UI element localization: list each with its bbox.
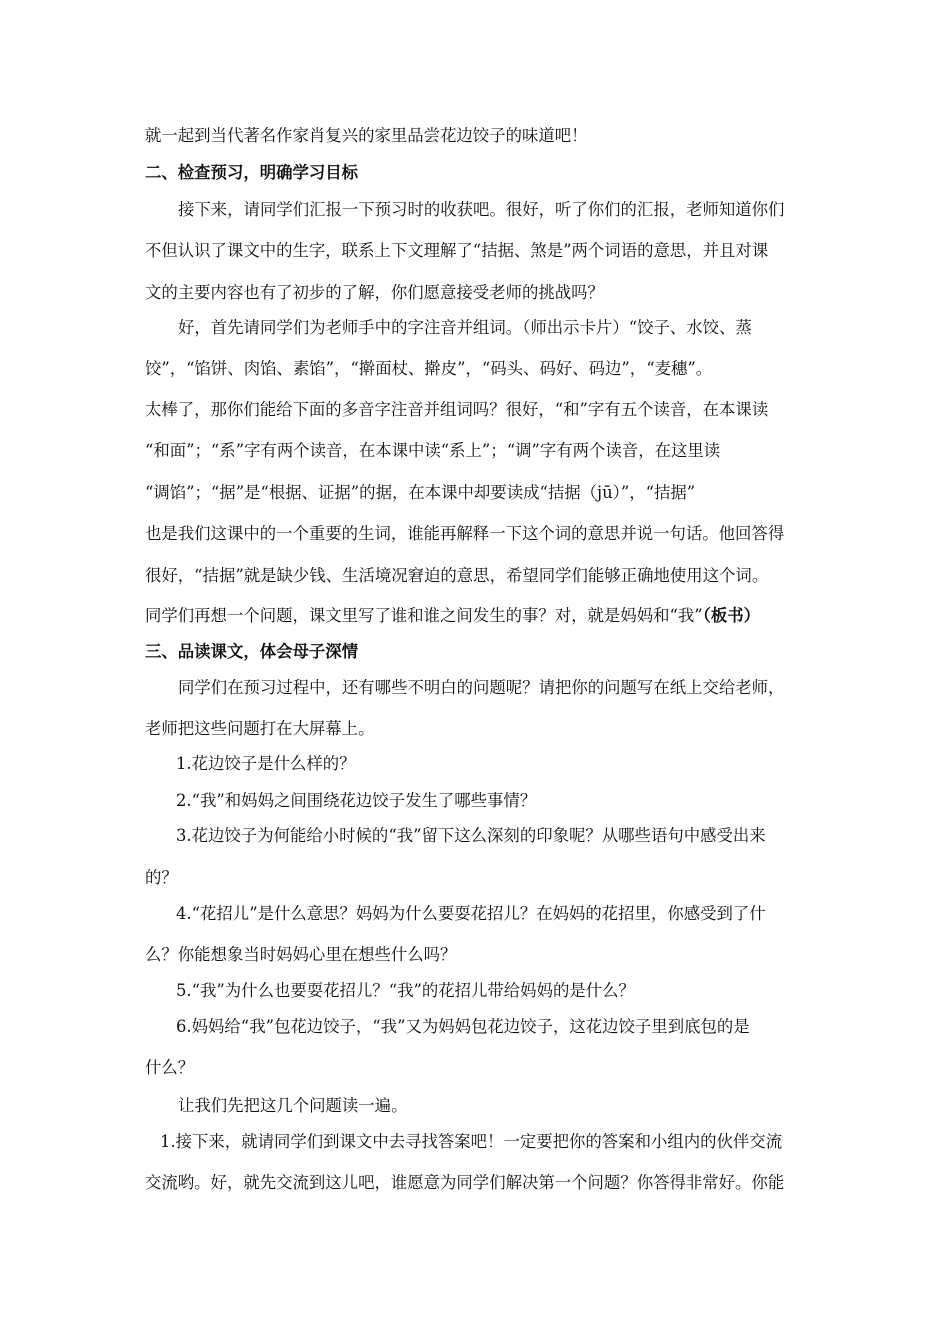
list-item: 5.“我”为什么也要耍花招儿？“我”的花招儿带给妈妈的是什么？ — [176, 981, 635, 1000]
paragraph-line: 太棒了，那你们能给下面的多音字注音并组词吗？很好，“和”字有五个读音，在本课读 — [145, 400, 769, 419]
paragraph-line: 就一起到当代著名作家肖复兴的家里品尝花边饺子的味道吧！ — [145, 126, 588, 145]
list-item-continuation: 什么？ — [145, 1058, 195, 1077]
paragraph-line: “调馅”；“据”是“根据、证据”的据，在本课中却要读成“拮据（jū）”，“拮据” — [145, 483, 696, 502]
paragraph-line — [145, 606, 760, 626]
paragraph-line: 交流哟。好，就先交流到这儿吧，谁愿意为同学们解决第一个问题？你答得非常好。你能 — [145, 1173, 785, 1192]
paragraph-line: 不但认识了课文中的生字，联系上下文理解了“拮据、煞是”两个词语的意思，并且对课 — [145, 241, 769, 260]
section-heading: 三、品读课文，体会母子深情 — [145, 642, 359, 661]
paragraph-line: 也是我们这课中的一个重要的生词，谁能再解释一下这个词的意思并说一句话。他回答得 — [145, 524, 785, 543]
list-item: 3.花边饺子为何能给小时候的“我”留下这么深刻的印象呢？从哪些语句中感受出来 — [176, 826, 766, 845]
list-item: 4.“花招儿”是什么意思？妈妈为什么要耍花招儿？在妈妈的花招里，你感受到了什 — [176, 904, 766, 923]
paragraph-line: 文的主要内容也有了初步的了解，你们愿意接受老师的挑战吗？ — [145, 283, 604, 302]
paragraph-line: 老师把这些问题打在大屏幕上。 — [145, 719, 375, 738]
paragraph-line: 很好，“拮据”就是缺少钱、生活境况窘迫的意思，希望同学们能够正确地使用这个词。 — [145, 566, 769, 585]
section-heading: 二、检查预习，明确学习目标 — [145, 163, 359, 182]
paragraph-line: 让我们先把这几个问题读一遍。 — [178, 1096, 408, 1115]
paragraph-line: 同学们在预习过程中，还有哪些不明白的问题呢？请把你的问题写在纸上交给老师， — [178, 678, 785, 697]
paragraph-line: 好，首先请同学们为老师手中的字注音并组词。（师出示卡片）“饺子、水饺、蒸 — [178, 318, 752, 337]
list-item: 6.妈妈给“我”包花边饺子，“我”又为妈妈包花边饺子，这花边饺子里到底包的是 — [176, 1017, 750, 1036]
list-item: 2.“我”和妈妈之间围绕花边饺子发生了哪些事情？ — [176, 791, 537, 810]
paragraph-line: “和面”；“系”字有两个读音，在本课中读“系上”；“调”字有两个读音，在这里读 — [145, 441, 721, 460]
list-item: 1.花边饺子是什么样的？ — [176, 754, 356, 773]
paragraph-text: 同学们再想一个问题，课文里写了谁和谁之间发生的事？对，就是妈妈和“我” — [145, 606, 703, 625]
list-item-continuation: 么？你能想象当时妈妈心里在想些什么吗？ — [145, 945, 457, 964]
paragraph-line: 接下来，请同学们汇报一下预习时的收获吧。很好，听了你们的汇报，老师知道你们 — [178, 200, 785, 219]
list-item-continuation: 的？ — [145, 868, 178, 887]
paragraph-line: 1.接下来，就请同学们到课文中去寻找答案吧！一定要把你的答案和小组内的伙伴交流 — [160, 1132, 783, 1151]
paragraph-line: 饺”，“馅饼、肉馅、素馅”，“擀面杖、擀皮”，“码头、码好、码边”，“麦穗”。 — [145, 359, 713, 378]
blackboard-note: （板书） — [702, 606, 761, 625]
